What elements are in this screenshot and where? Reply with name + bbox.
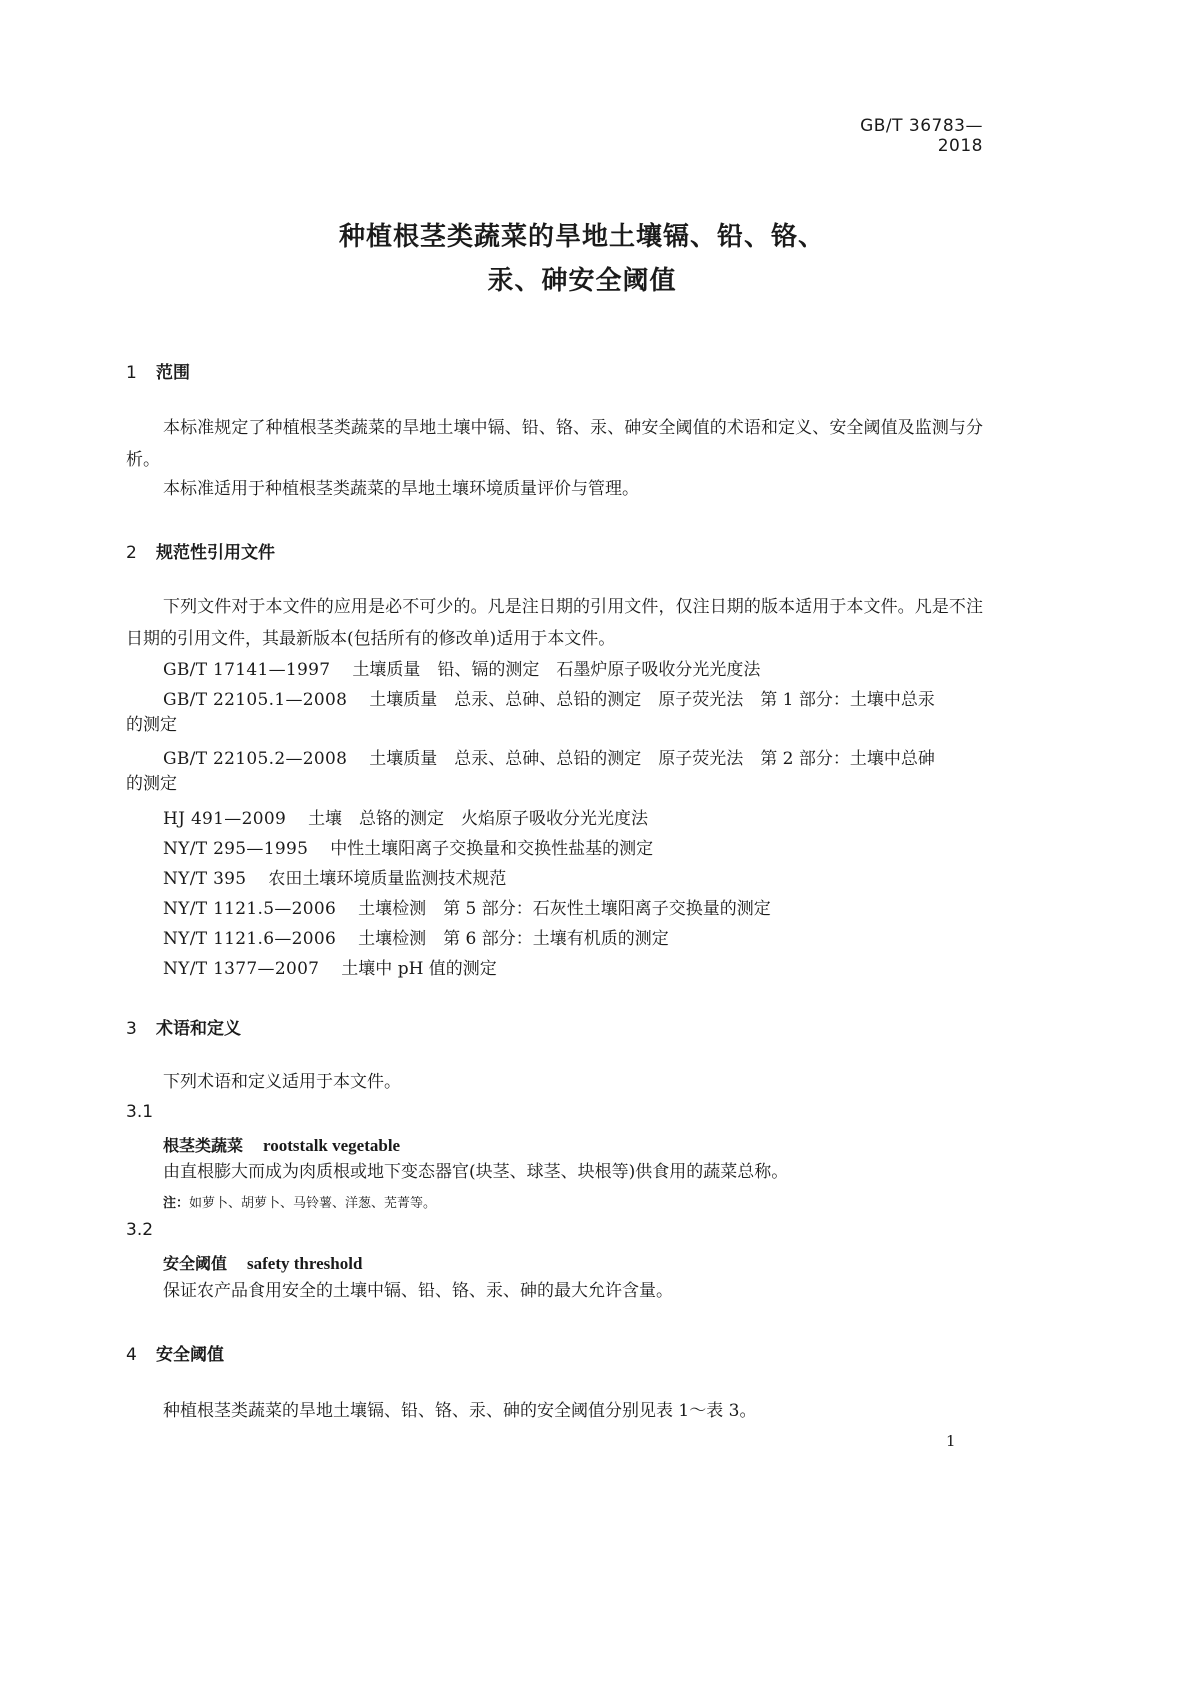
standard-code: GB/T 36783—2018 <box>860 116 983 156</box>
document-title-line-1: 种植根茎类蔬菜的旱地土壤镉、铅、铬、 <box>338 222 825 252</box>
term-english: safety threshold <box>247 1254 363 1273</box>
term-english: rootstalk vegetable <box>263 1136 401 1155</box>
section-3-heading <box>126 1014 241 1039</box>
term-note <box>163 1192 436 1211</box>
page-number: 1 <box>946 1432 956 1450</box>
section-number: 3 <box>126 1019 137 1039</box>
safety-threshold-paragraph: 种植根茎类蔬菜的旱地土壤镉、铅、铬、汞、砷的安全阈值分别见表 1～表 3。 <box>163 1401 757 1421</box>
reference-title: 中性土壤阳离子交换量和交换性盐基的测定 <box>330 839 654 859</box>
reference-code: GB/T 22105.2—2008 <box>163 749 348 769</box>
term-definition: 由直根膨大而成为肉质根或地下变态器官(块茎、球茎、块根等)供食用的蔬菜总称。 <box>163 1162 789 1182</box>
reference-title: 土壤质量 铅、镉的测定 石墨炉原子吸收分光光度法 <box>352 660 761 680</box>
section-2-heading <box>126 538 275 563</box>
reference-code: NY/T 1121.5—2006 <box>163 899 337 919</box>
reference-title: 农田土壤环境质量监测技术规范 <box>268 869 507 889</box>
note-text: 如萝卜、胡萝卜、马铃薯、洋葱、芜菁等。 <box>189 1196 437 1211</box>
section-number: 4 <box>126 1345 137 1365</box>
reference-title: 土壤中 pH 值的测定 <box>341 959 497 979</box>
reference-title: 土壤 总铬的测定 火焰原子吸收分光光度法 <box>308 809 649 829</box>
document-title-line-2: 汞、砷安全阈值 <box>487 266 677 296</box>
term-chinese: 安全阈值 <box>163 1254 228 1273</box>
reference-item <box>163 864 506 889</box>
section-1-heading <box>126 358 190 383</box>
section-title: 安全阈值 <box>156 1345 224 1365</box>
note-label: 注： <box>163 1196 190 1211</box>
section-title: 范围 <box>156 363 190 383</box>
reference-code: GB/T 22105.1—2008 <box>163 690 348 710</box>
reference-title: 土壤质量 总汞、总砷、总铅的测定 原子荧光法 第 1 部分：土壤中总汞 <box>369 690 935 710</box>
reference-continuation: 的测定 <box>126 715 177 735</box>
reference-item <box>163 894 771 919</box>
clause-number: 3.1 <box>126 1102 154 1122</box>
scope-paragraph-1: 本标准规定了种植根茎类蔬菜的旱地土壤中镉、铅、铬、汞、砷安全阈值的术语和定义、安全阈值及监测与分析。 <box>126 418 983 470</box>
reference-code: NY/T 1121.6—2006 <box>163 929 337 949</box>
reference-item <box>163 685 935 710</box>
reference-code: GB/T 17141—1997 <box>163 660 331 680</box>
section-number: 2 <box>126 543 137 563</box>
clause-number: 3.2 <box>126 1220 154 1240</box>
reference-code: NY/T 395 <box>163 869 247 889</box>
terms-intro: 下列术语和定义适用于本文件。 <box>163 1072 401 1092</box>
reference-item <box>163 834 653 859</box>
normative-references-intro: 下列文件对于本文件的应用是必不可少的。凡是注日期的引用文件，仅注日期的版本适用于本文件。凡是不注日期的引用文件，其最新版本(包括所有的修改单)适用于本文件。 <box>126 597 983 649</box>
section-4-heading <box>126 1340 224 1365</box>
reference-item <box>163 655 760 680</box>
reference-item <box>163 954 497 979</box>
reference-title: 土壤检测 第 6 部分：土壤有机质的测定 <box>358 929 669 949</box>
term-definition: 保证农产品食用安全的土壤中镉、铅、铬、汞、砷的最大允许含量。 <box>163 1281 673 1301</box>
reference-item <box>163 804 648 829</box>
term-chinese: 根茎类蔬菜 <box>163 1136 244 1155</box>
reference-item <box>163 744 935 769</box>
term-entry <box>163 1133 400 1156</box>
section-number: 1 <box>126 363 137 383</box>
reference-continuation: 的测定 <box>126 774 177 794</box>
reference-code: NY/T 295—1995 <box>163 839 309 859</box>
reference-code: HJ 491—2009 <box>163 809 287 829</box>
reference-title: 土壤检测 第 5 部分：石灰性土壤阳离子交换量的测定 <box>358 899 771 919</box>
term-entry <box>163 1251 362 1274</box>
reference-item <box>163 924 669 949</box>
scope-paragraph-2: 本标准适用于种植根茎类蔬菜的旱地土壤环境质量评价与管理。 <box>163 479 639 499</box>
section-title: 术语和定义 <box>156 1019 241 1039</box>
reference-code: NY/T 1377—2007 <box>163 959 320 979</box>
section-title: 规范性引用文件 <box>156 543 275 563</box>
reference-title: 土壤质量 总汞、总砷、总铅的测定 原子荧光法 第 2 部分：土壤中总砷 <box>369 749 935 769</box>
